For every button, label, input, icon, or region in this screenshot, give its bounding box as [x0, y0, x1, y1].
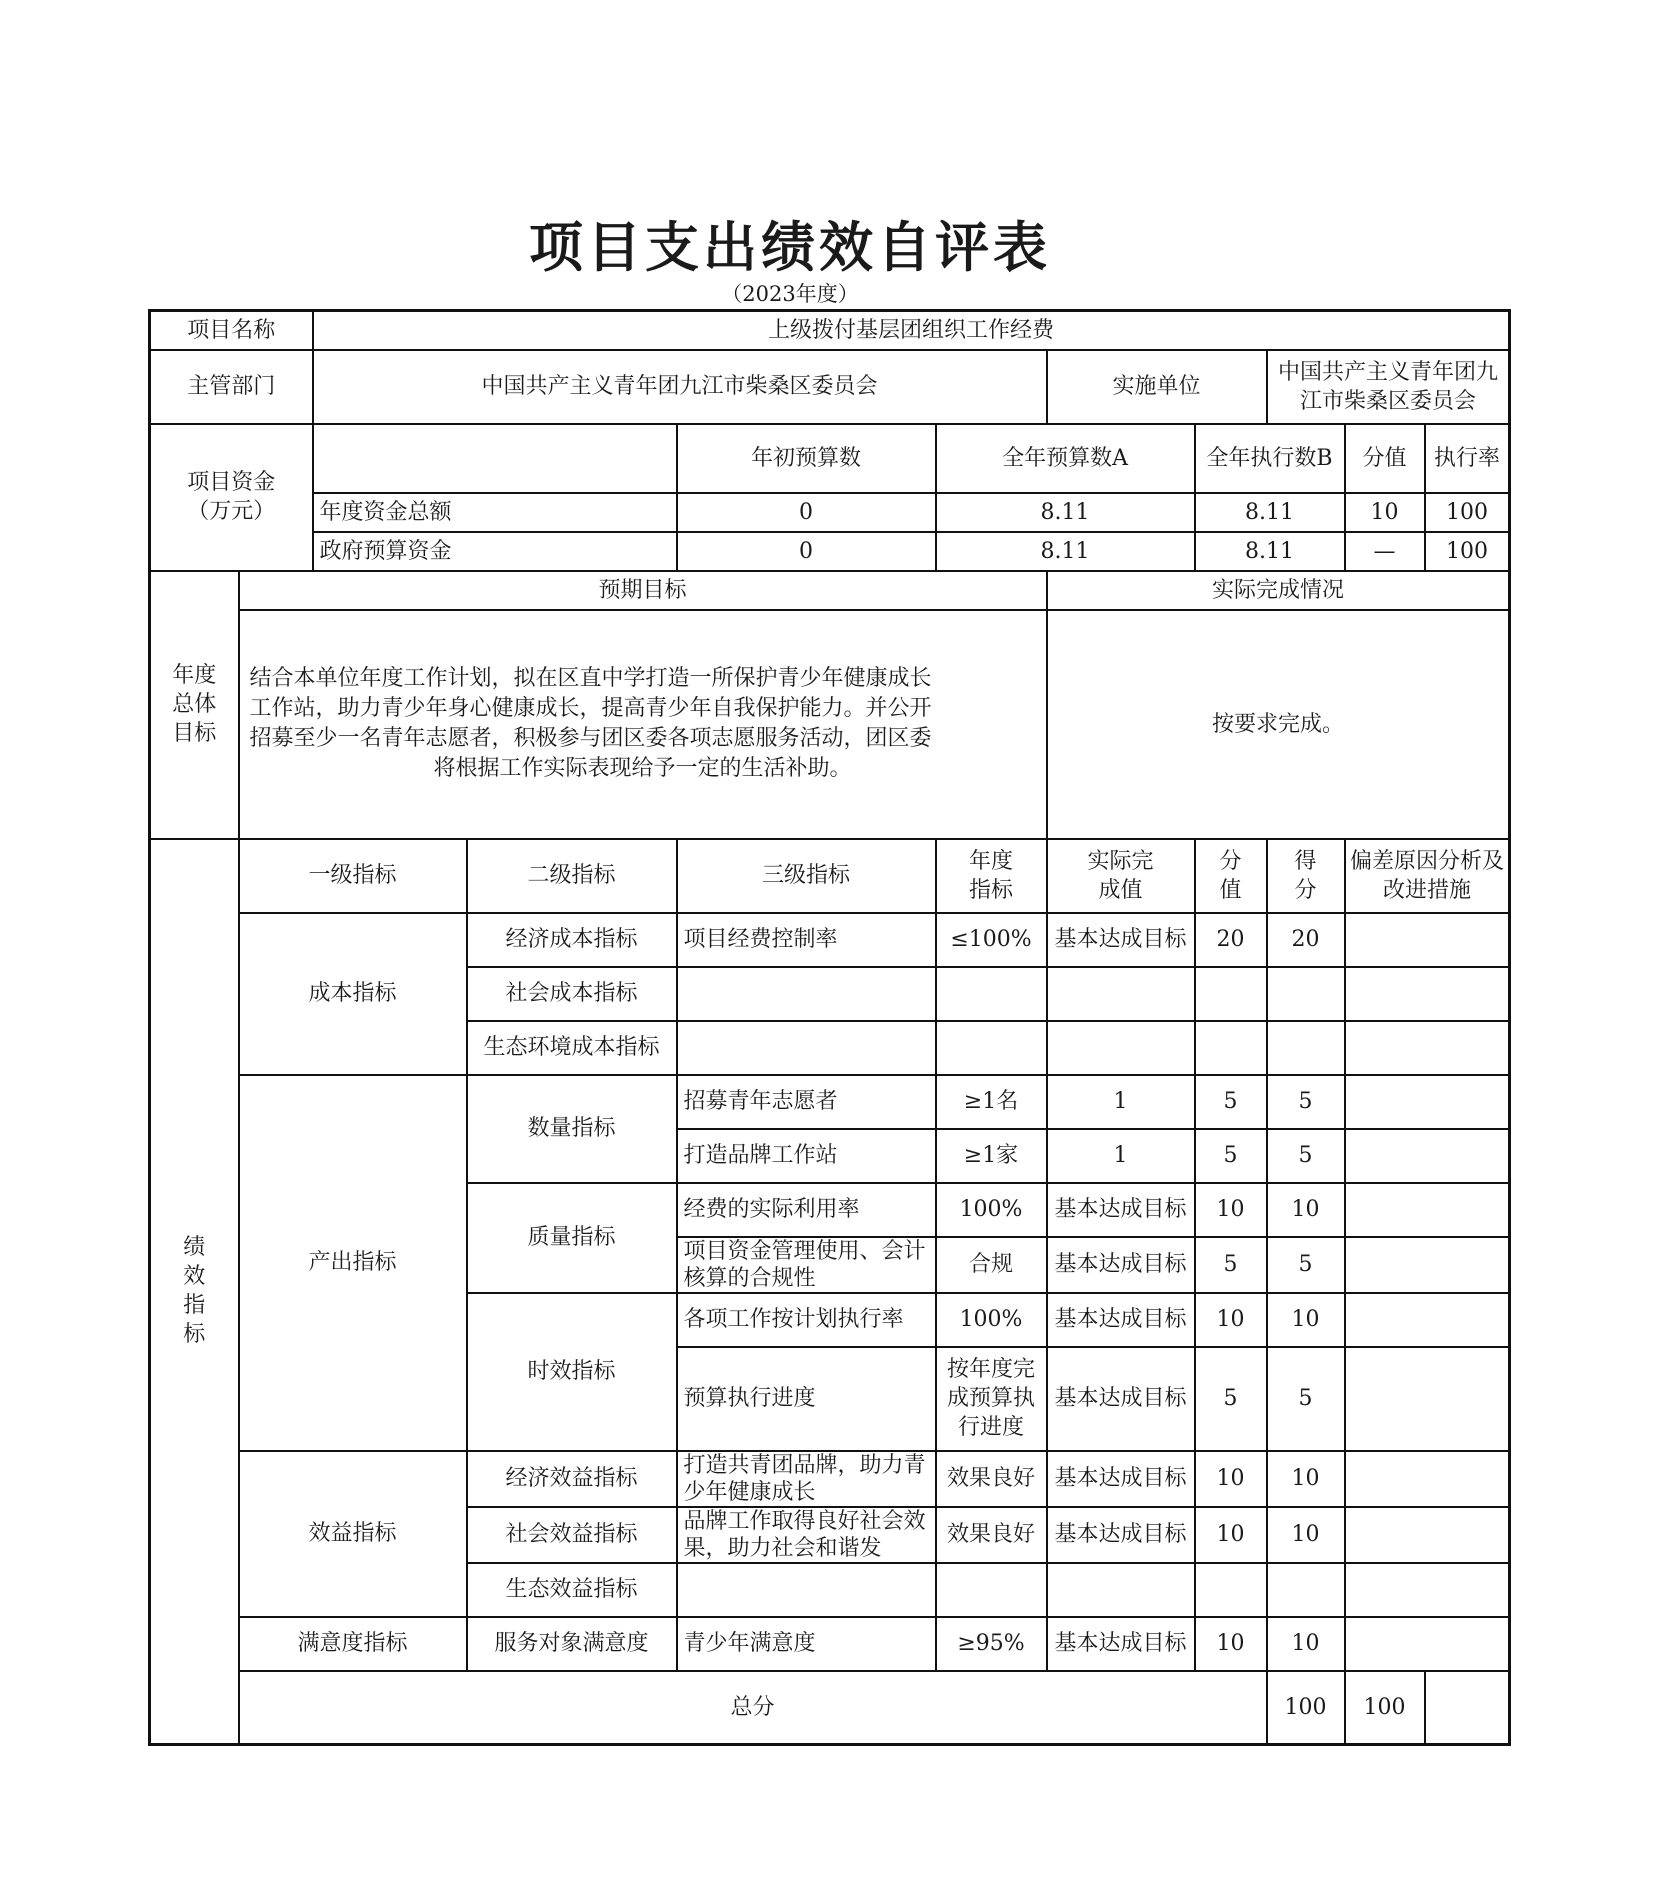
funds-row-weight: — [1345, 532, 1425, 571]
score-cell: 10 [1267, 1451, 1345, 1507]
expected-goal-line: 招募至少一名青年志愿者，积极参与团区委各项志愿服务活动，团区委 [249, 726, 932, 751]
actual-cell: 基本达成目标 [1047, 1237, 1195, 1293]
level3-header: 三级指标 [677, 839, 936, 913]
level1-benefit: 效益指标 [239, 1451, 467, 1617]
score-cell [1267, 967, 1345, 1021]
analysis-cell [1345, 1183, 1510, 1237]
funds-row-executed: 8.11 [1195, 532, 1345, 571]
expected-goal-line: 将根据工作实际表现给予一定的生活补助。 [433, 756, 852, 781]
funds-row-annual: 8.11 [936, 532, 1195, 571]
actual-cell [1047, 967, 1195, 1021]
level3-cell: 项目经费控制率 [677, 913, 936, 967]
weight-cell: 10 [1195, 1507, 1267, 1563]
project-name: 上级拨付基层团组织工作经费 [313, 311, 1510, 350]
funds-row-rate: 100 [1425, 493, 1510, 532]
analysis-cell [1345, 1021, 1510, 1075]
score-cell: 10 [1267, 1617, 1345, 1671]
target-cell: ≤100% [936, 913, 1047, 967]
analysis-cell [1345, 1075, 1510, 1129]
project-name-label: 项目名称 [150, 311, 313, 350]
actual-cell [1047, 1021, 1195, 1075]
weight-cell: 5 [1195, 1237, 1267, 1293]
level2-service: 服务对象满意度 [467, 1617, 677, 1671]
funds-header-weight: 分值 [1345, 424, 1425, 493]
target-cell: ≥95% [936, 1617, 1047, 1671]
level2-eco-cost: 生态环境成本指标 [467, 1021, 677, 1075]
actual-cell: 基本达成目标 [1047, 1617, 1195, 1671]
funds-row-initial: 0 [677, 493, 936, 532]
analysis-cell [1345, 913, 1510, 967]
score-cell: 5 [1267, 1347, 1345, 1451]
funds-row-name: 政府预算资金 [313, 532, 677, 571]
score-cell: 5 [1267, 1129, 1345, 1183]
actual-cell: 基本达成目标 [1047, 913, 1195, 967]
target-cell [936, 1563, 1047, 1617]
actual-cell: 1 [1047, 1129, 1195, 1183]
level1-satisfaction: 满意度指标 [239, 1617, 467, 1671]
actual-cell [1047, 1563, 1195, 1617]
actual-header: 实际完成值 [1047, 839, 1195, 913]
dept-value: 中国共产主义青年团九江市柴桑区委员会 [313, 350, 1047, 424]
actual-cell: 基本达成目标 [1047, 1183, 1195, 1237]
level2-econ-cost: 经济成本指标 [467, 913, 677, 967]
level2-social-cost: 社会成本指标 [467, 967, 677, 1021]
analysis-cell [1345, 1237, 1510, 1293]
weight-cell [1195, 967, 1267, 1021]
score-cell: 10 [1267, 1507, 1345, 1563]
funds-row-name: 年度资金总额 [313, 493, 677, 532]
level3-cell [677, 1021, 936, 1075]
report-year: （2023年度） [721, 282, 859, 306]
weight-cell: 10 [1195, 1293, 1267, 1347]
actual-cell: 1 [1047, 1075, 1195, 1129]
funds-label: 项目资金（万元） [150, 424, 313, 571]
funds-row-executed: 8.11 [1195, 493, 1345, 532]
analysis-cell [1345, 1563, 1510, 1617]
level3-cell: 打造品牌工作站 [677, 1129, 936, 1183]
target-cell: 效果良好 [936, 1507, 1047, 1563]
actual-status-header: 实际完成情况 [1047, 571, 1510, 610]
level3-cell: 品牌工作取得良好社会效果，助力社会和谐发 [677, 1507, 936, 1563]
funds-header-executed: 全年执行数B [1195, 424, 1345, 493]
score-header: 得分 [1267, 839, 1345, 913]
analysis-cell [1345, 1507, 1510, 1563]
weight-cell: 10 [1195, 1183, 1267, 1237]
score-cell: 20 [1267, 913, 1345, 967]
weight-header: 分值 [1195, 839, 1267, 913]
analysis-cell [1345, 1129, 1510, 1183]
funds-header-annual: 全年预算数A [936, 424, 1195, 493]
indicators-label: 绩效指标 [150, 839, 239, 1745]
level3-cell: 青少年满意度 [677, 1617, 936, 1671]
actual-status-text: 按要求完成。 [1047, 610, 1510, 839]
level2-quality: 质量指标 [467, 1183, 677, 1293]
level2-eco-benefit: 生态效益指标 [467, 1563, 677, 1617]
level2-timeliness: 时效指标 [467, 1293, 677, 1451]
level3-cell: 打造共青团品牌，助力青少年健康成长 [677, 1451, 936, 1507]
level3-cell [677, 967, 936, 1021]
total-analysis [1425, 1671, 1510, 1745]
expected-goal-line: 结合本单位年度工作计划，拟在区直中学打造一所保护青少年健康成长 [249, 666, 932, 691]
level3-cell [677, 1563, 936, 1617]
level1-header: 一级指标 [239, 839, 467, 913]
target-cell [936, 967, 1047, 1021]
target-cell: 效果良好 [936, 1451, 1047, 1507]
level2-header: 二级指标 [467, 839, 677, 913]
funds-row-weight: 10 [1345, 493, 1425, 532]
weight-cell: 5 [1195, 1129, 1267, 1183]
funds-header-rate: 执行率 [1425, 424, 1510, 493]
total-score: 100 [1345, 1671, 1425, 1745]
impl-label: 实施单位 [1047, 350, 1267, 424]
score-cell: 10 [1267, 1293, 1345, 1347]
target-cell: 按年度完成预算执行进度 [936, 1347, 1047, 1451]
funds-row-rate: 100 [1425, 532, 1510, 571]
total-label: 总分 [239, 1671, 1267, 1745]
total-weight: 100 [1267, 1671, 1345, 1745]
funds-row-annual: 8.11 [936, 493, 1195, 532]
analysis-cell [1345, 1617, 1510, 1671]
level3-cell: 招募青年志愿者 [677, 1075, 936, 1129]
level2-quantity: 数量指标 [467, 1075, 677, 1183]
target-cell: ≥1家 [936, 1129, 1047, 1183]
weight-cell [1195, 1563, 1267, 1617]
funds-header-initial: 年初预算数 [677, 424, 936, 493]
actual-cell: 基本达成目标 [1047, 1507, 1195, 1563]
weight-cell: 10 [1195, 1617, 1267, 1671]
level2-social-benefit: 社会效益指标 [467, 1507, 677, 1563]
target-cell [936, 1021, 1047, 1075]
level3-cell: 项目资金管理使用、会计核算的合规性 [677, 1237, 936, 1293]
dept-label: 主管部门 [150, 350, 313, 424]
level3-cell: 各项工作按计划执行率 [677, 1293, 936, 1347]
page-title: 项目支出绩效自评表 [529, 216, 1051, 279]
goals-label: 年度总体目标 [150, 571, 239, 839]
target-header: 年度指标 [936, 839, 1047, 913]
funds-row-initial: 0 [677, 532, 936, 571]
weight-cell: 10 [1195, 1451, 1267, 1507]
level1-output: 产出指标 [239, 1075, 467, 1451]
level3-cell: 经费的实际利用率 [677, 1183, 936, 1237]
weight-cell: 5 [1195, 1347, 1267, 1451]
target-cell: 合规 [936, 1237, 1047, 1293]
score-cell [1267, 1021, 1345, 1075]
score-cell: 10 [1267, 1183, 1345, 1237]
analysis-cell [1345, 1451, 1510, 1507]
expected-goal-header: 预期目标 [239, 571, 1047, 610]
score-cell: 5 [1267, 1237, 1345, 1293]
level1-cost: 成本指标 [239, 913, 467, 1075]
impl-value: 中国共产主义青年团九江市柴桑区委员会 [1267, 350, 1510, 424]
analysis-header: 偏差原因分析及改进措施 [1345, 839, 1510, 913]
weight-cell: 20 [1195, 913, 1267, 967]
score-cell: 5 [1267, 1075, 1345, 1129]
weight-cell [1195, 1021, 1267, 1075]
target-cell: 100% [936, 1183, 1047, 1237]
expected-goal-line: 工作站，助力青少年身心健康成长，提高青少年自我保护能力。并公开 [249, 696, 932, 721]
actual-cell: 基本达成目标 [1047, 1293, 1195, 1347]
actual-cell: 基本达成目标 [1047, 1451, 1195, 1507]
level3-cell: 预算执行进度 [677, 1347, 936, 1451]
score-cell [1267, 1563, 1345, 1617]
level2-econ-benefit: 经济效益指标 [467, 1451, 677, 1507]
funds-header-blank [313, 424, 677, 493]
target-cell: ≥1名 [936, 1075, 1047, 1129]
performance-table [148, 309, 1511, 1746]
actual-cell: 基本达成目标 [1047, 1347, 1195, 1451]
analysis-cell [1345, 1347, 1510, 1451]
expected-goal-text [239, 610, 1047, 839]
target-cell: 100% [936, 1293, 1047, 1347]
analysis-cell [1345, 967, 1510, 1021]
weight-cell: 5 [1195, 1075, 1267, 1129]
analysis-cell [1345, 1293, 1510, 1347]
